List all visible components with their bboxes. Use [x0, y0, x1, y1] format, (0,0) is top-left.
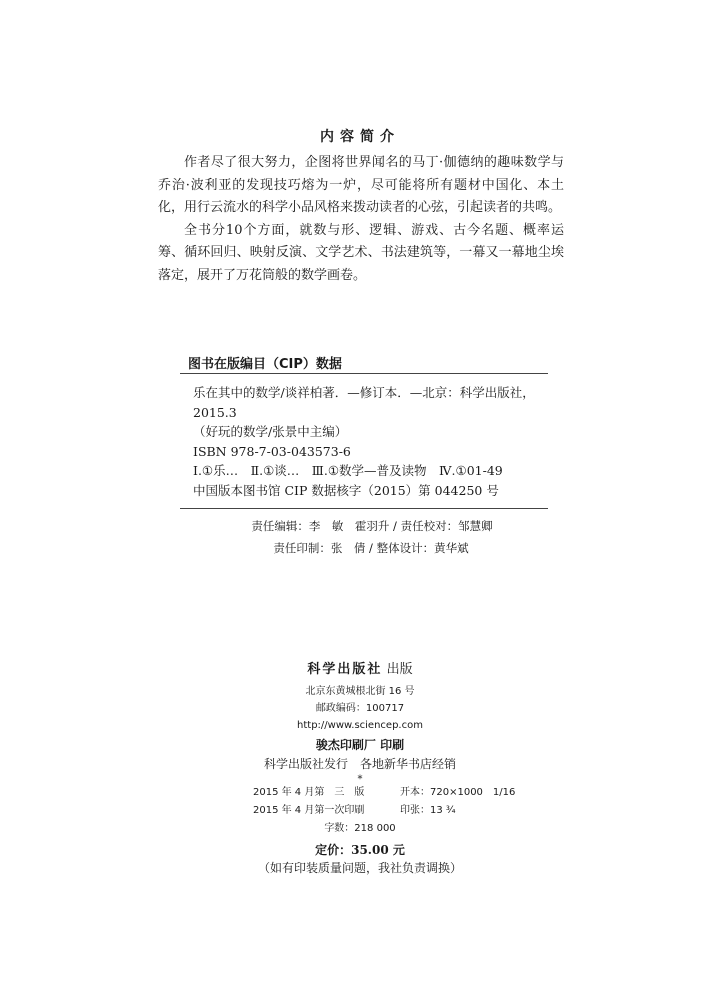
publisher-address: 北京东黄城根北街 16 号	[305, 686, 415, 697]
word-count: 字数：218 000	[324, 823, 396, 834]
publisher-suffix: 出版	[382, 662, 413, 677]
credits-editors: 责任编辑：李 敏 霍羽升 / 责任校对：邹慧卿	[251, 519, 493, 533]
cip-line-classification: Ⅰ.①乐… Ⅱ.①谈… Ⅲ.①数学—普及读物 Ⅳ.①01-49	[193, 463, 503, 479]
quality-notice: （如有印装质量问题，我社负责调换）	[257, 861, 462, 875]
cip-line-record-number: 中国版本图书馆 CIP 数据核字（2015）第 044250 号	[193, 482, 499, 498]
cip-top-rule	[180, 373, 548, 374]
price: 定价：35.00 元	[315, 843, 405, 857]
publisher-logo: 科学出版社	[307, 662, 383, 677]
separator-star: *	[357, 774, 363, 785]
credits-production: 责任印制：张 倩 / 整体设计：黄华斌	[273, 541, 469, 555]
printed-sheets: 印张：13 ¾	[400, 805, 456, 816]
printing-row	[253, 802, 456, 820]
intro-body	[158, 152, 564, 287]
cip-bottom-rule	[180, 508, 548, 509]
intro-title: 内容简介	[320, 129, 400, 145]
postcode: 邮政编码：100717	[315, 703, 405, 714]
page-format: 开本：720×1000 1/16	[400, 787, 516, 798]
printer-line: 骏杰印刷厂 印刷	[315, 738, 405, 752]
cip-heading: 图书在版编目（CIP）数据	[188, 357, 342, 372]
print-date: 2015 年 4 月第一次印刷	[253, 805, 365, 816]
distribution-line: 科学出版社发行 各地新华书店经销	[263, 757, 456, 771]
publisher-line	[0, 658, 720, 677]
website: http://www.sciencep.com	[297, 720, 423, 731]
intro-paragraph-1: 作者尽了很大努力，企图将世界闻名的马丁·伽德纳的趣味数学与乔治·波利亚的发现技巧熔为一炉，尽可能将所有题材中国化、本土化，用行云流水的科学小品风格来拨动读者的心弦，引起读者的共鸣。	[158, 155, 564, 215]
edition-date: 2015 年 4 月第 三 版	[253, 787, 365, 798]
cip-body	[193, 383, 548, 501]
cip-line-series: （好玩的数学/张景中主编）	[193, 424, 348, 440]
cip-line-date: 2015.3	[193, 404, 237, 420]
edition-row	[253, 784, 515, 802]
intro-paragraph-2: 全书分10个方面，就数与形、逻辑、游戏、古今名题、概率运筹、循环回归、映射反演、文学艺术、书法建筑等，一幕又一幕地尘埃落定，展开了万花筒般的数学画卷。	[158, 222, 564, 283]
imprint	[0, 658, 720, 875]
cip-line-isbn: ISBN 978-7-03-043573-6	[193, 443, 351, 459]
cip-line-title: 乐在其中的数学/谈祥柏著．—修订本．—北京：科学出版社，	[193, 385, 535, 400]
credits	[0, 515, 720, 559]
